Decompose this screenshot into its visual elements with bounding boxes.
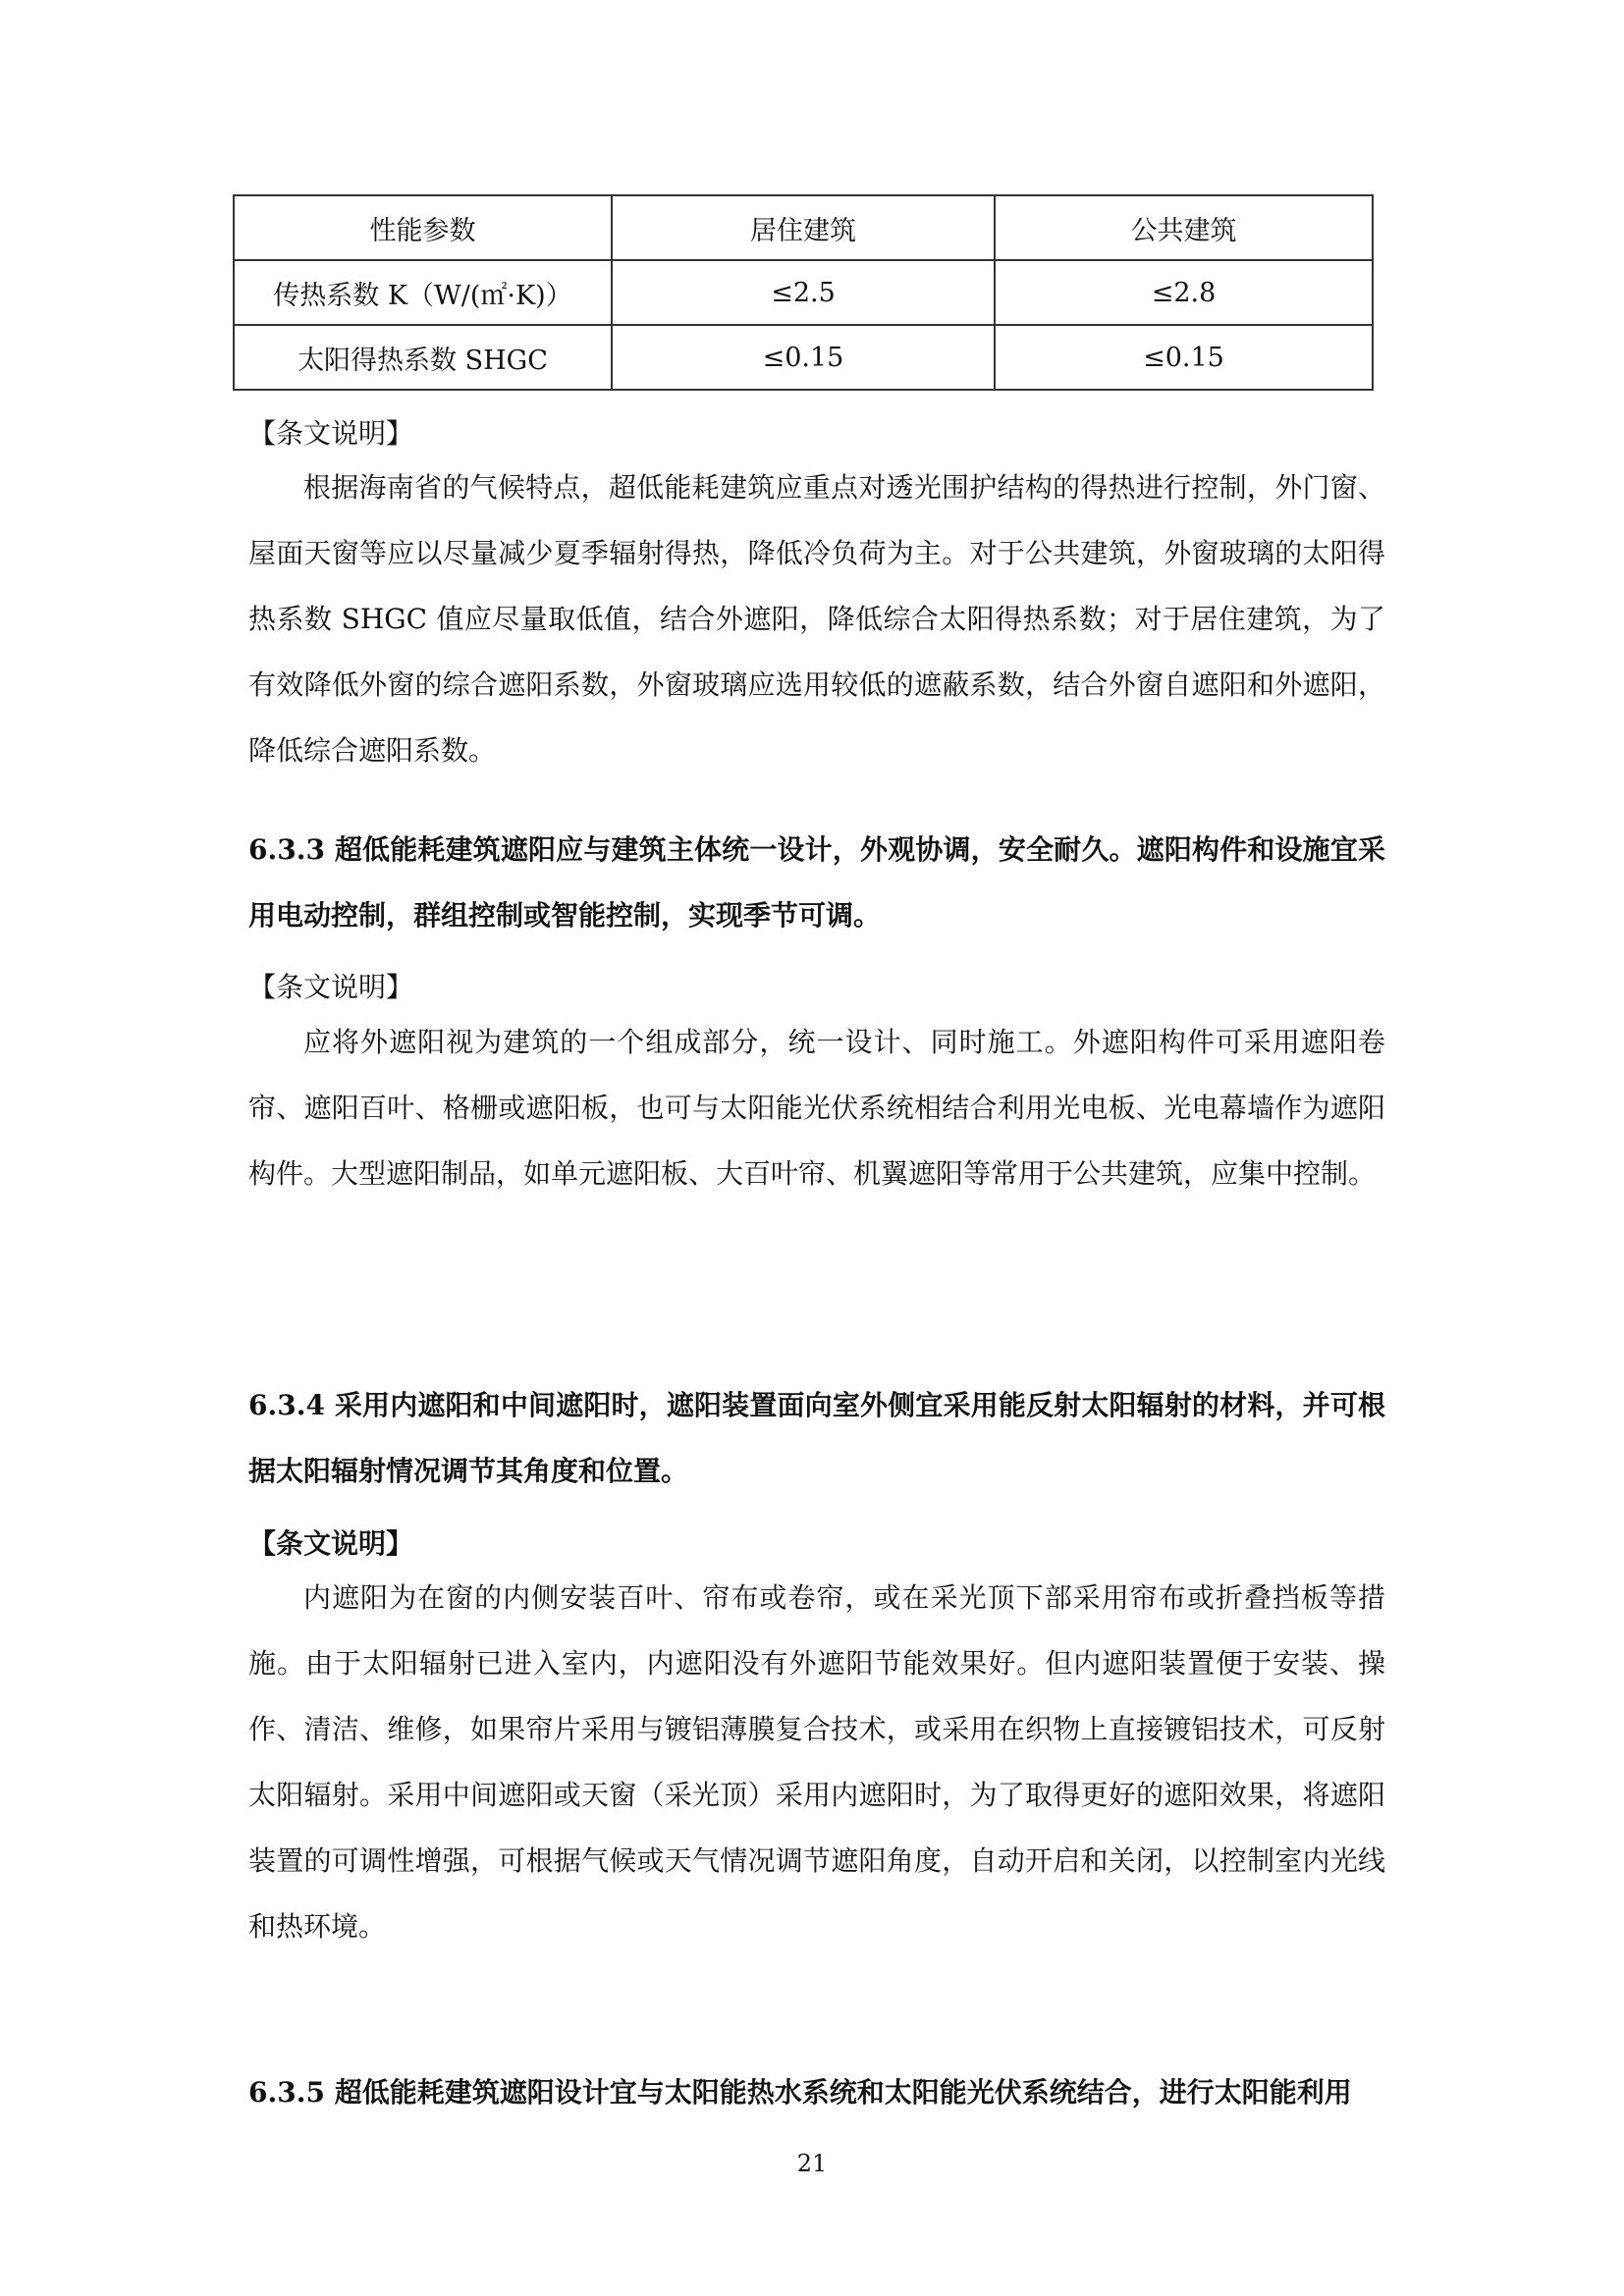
page-number: 21 [796,2150,828,2177]
table-header-cell: 公共建筑 [995,195,1373,260]
table-header-row [234,195,1373,260]
table-row [234,260,1373,325]
table-cell: ≤0.15 [612,325,995,390]
table-row [234,325,1373,390]
clause-6-3-3: 6.3.3 超低能耗建筑遮阳应与建筑主体统一设计，外观协调，安全耐久。遮阳构件和设施宜采用电动控制，群组控制或智能控制，实现季节可调。 [248,833,1385,932]
note-label: 【条文说明】 [248,971,414,1003]
note-label: 【条文说明】 [248,1527,414,1560]
paragraph-explanation-3: 内遮阳为在窗的内侧安装百叶、帘布或卷帘，或在采光顶下部采用帘布或折叠挡板等措施。由于太阳辐射已进入室内，内遮阳没有外遮阳节能效果好。但内遮阳装置便于安装、操作、清洁、维修，如果帘片采用与镀铝薄膜复合技术，或采用在织物上直接镀铝技术，可反射太阳辐射。采用中间遮阳或天窗（采光顶）采用内遮阳时，为了取得更好的遮阳效果，将遮阳装置的可调性增强，可根据气候或天气情况调节遮阳角度，自动开启和关闭，以控制室内光线和热环境。 [248,1581,1385,1943]
clause-6-3-4: 6.3.4 采用内遮阳和中间遮阳时，遮阳装置面向室外侧宜采用能反射太阳辐射的材料，并可根据太阳辐射情况调节其角度和位置。 [248,1389,1385,1487]
table-cell: ≤0.15 [995,325,1373,390]
note-label: 【条文说明】 [248,417,414,450]
table-cell: ≤2.5 [612,260,995,325]
table-header-cell: 性能参数 [234,195,612,260]
performance-table [233,194,1374,391]
paragraph-explanation-1: 根据海南省的气候特点，超低能耗建筑应重点对透光围护结构的得热进行控制，外门窗、屋面天窗等应以尽量减少夏季辐射得热，降低冷负荷为主。对于公共建筑，外窗玻璃的太阳得热系数 SHGC 值应尽量取低值，结合外遮阳，降低综合太阳得热系数；对于居住建筑，为了有效降低外窗的综合遮阳系数，外窗玻璃应选用较低的遮蔽系数，结合外窗自遮阳和外遮阳，降低综合遮阳系数。 [248,471,1385,767]
table-header-cell: 居住建筑 [612,195,995,260]
clause-6-3-5: 6.3.5 超低能耗建筑遮阳设计宜与太阳能热水系统和太阳能光伏系统结合，进行太阳能利用 [248,2076,1352,2109]
table-cell: ≤2.8 [995,260,1373,325]
table-cell: 传热系数 K（W/(㎡·K)） [234,260,612,325]
table-cell: 太阳得热系数 SHGC [234,325,612,390]
paragraph-explanation-2: 应将外遮阳视为建筑的一个组成部分，统一设计、同时施工。外遮阳构件可采用遮阳卷帘、遮阳百叶、格栅或遮阳板，也可与太阳能光伏系统相结合利用光电板、光电幕墙作为遮阳构件。大型遮阳制品，如单元遮阳板、大百叶帘、机翼遮阳等常用于公共建筑，应集中控制。 [248,1026,1385,1190]
